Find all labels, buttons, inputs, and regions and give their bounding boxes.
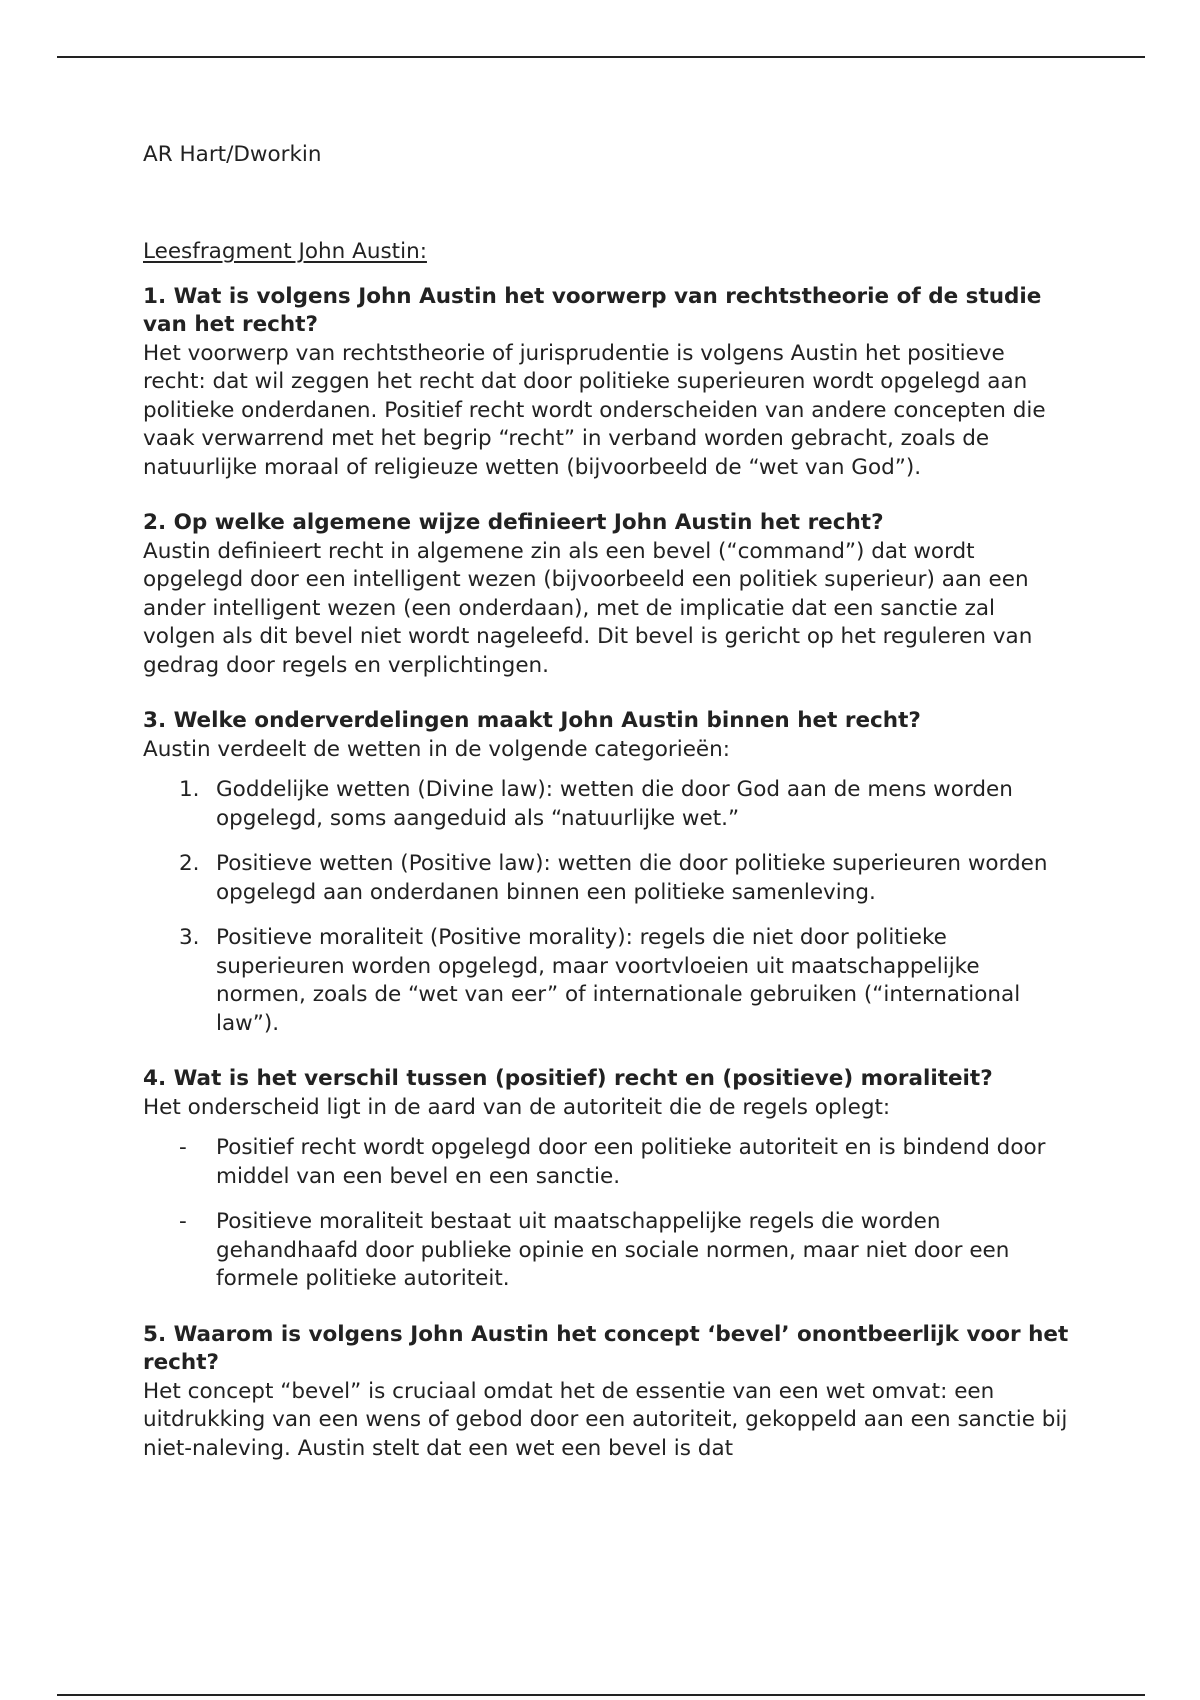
answer-1: Het voorwerp van rechtstheorie of jurisprudentie is volgens Austin het positieve recht: dat wil zeggen het recht dat door politieke superieuren wordt opgelegd aan politieke onderdanen. Positief recht wordt onderscheiden van andere concepten die vaak verwarrend met het begrip “recht” in verband worden gebracht, zoals de natuurlijke moraal of religieuze wetten (bijvoorbeeld de “wet van God”). (143, 340, 1046, 480)
answer-5: Het concept “bevel” is cruciaal omdat het de essentie van een wet omvat: een uitdrukking van een wens of gebod door een autoriteit, gekoppeld aan een sanctie bij niet-naleving. Austin stelt dat een wet een bevel is dat (143, 1378, 1068, 1461)
document-title: AR Hart/Dworkin (143, 142, 322, 167)
list-marker: - (179, 1135, 187, 1160)
list-item (143, 924, 1073, 1038)
list-item-text: Goddelijke wetten (Divine law): wetten die door God aan de mens worden opgelegd, soms aangeduid als “natuurlijke wet.” (216, 777, 1013, 831)
answer-2: Austin definieert recht in algemene zin als een bevel (“command”) dat wordt opgelegd door een intelligent wezen (bijvoorbeeld een politiek superieur) aan een ander intelligent wezen (een onderdaan), met de implicatie dat een sanctie zal volgen als dit bevel niet wordt nageleefd. Dit bevel is gericht op het reguleren van gedrag door regels en verplichtingen. (143, 538, 1033, 678)
list-item-text: Positieve wetten (Positive law): wetten die door politieke superieuren worden opgelegd aan onderdanen binnen een politieke samenleving. (216, 851, 1048, 905)
list-marker: 3. (179, 925, 200, 950)
header-rule (57, 56, 1145, 58)
list-item (143, 1134, 1073, 1191)
law-categories-list (143, 776, 1073, 1038)
question-5: 5. Waarom is volgens John Austin het concept ‘bevel’ onontbeerlijk voor het recht? (143, 1321, 1069, 1375)
document-page (143, 141, 1073, 1463)
list-item-text: Positief recht wordt opgelegd door een politieke autoriteit en is bindend door middel van een bevel en een sanctie. (216, 1135, 1046, 1189)
question-1: 1. Wat is volgens John Austin het voorwerp van rechtstheorie of de studie van het recht? (143, 283, 1042, 337)
list-item (143, 850, 1073, 907)
section-1 (143, 283, 1073, 483)
answer-3: Austin verdeelt de wetten in de volgende categorieën: (143, 736, 731, 762)
question-2: 2. Op welke algemene wijze definieert John Austin het recht? (143, 510, 884, 535)
fragment-title: Leesfragment John Austin: (143, 239, 427, 264)
list-item (143, 1208, 1073, 1294)
list-marker: 1. (179, 777, 200, 802)
question-4: 4. Wat is het verschil tussen (positief) recht en (positieve) moraliteit? (143, 1066, 993, 1091)
distinction-list (143, 1134, 1073, 1294)
list-marker: 2. (179, 851, 200, 876)
footer-rule (57, 1694, 1145, 1696)
list-marker: - (179, 1209, 187, 1234)
section-2 (143, 509, 1073, 680)
list-item (143, 776, 1073, 833)
question-3: 3. Welke onderverdelingen maakt John Austin binnen het recht? (143, 708, 921, 733)
list-item-text: Positieve moraliteit (Positive morality): regels die niet door politieke superieuren worden opgelegd, maar voortvloeien uit maatschappelijke normen, zoals de “wet van eer” of internationale gebruiken (“international law”). (216, 925, 1021, 1036)
section-3 (143, 707, 1073, 1038)
list-item-text: Positieve moraliteit bestaat uit maatschappelijke regels die worden gehandhaafd door publieke opinie en sociale normen, maar niet door een formele politieke autoriteit. (216, 1209, 1010, 1291)
section-5 (143, 1321, 1073, 1464)
section-4 (143, 1065, 1073, 1294)
answer-4: Het onderscheid ligt in de aard van de autoriteit die de regels oplegt: (143, 1094, 891, 1120)
